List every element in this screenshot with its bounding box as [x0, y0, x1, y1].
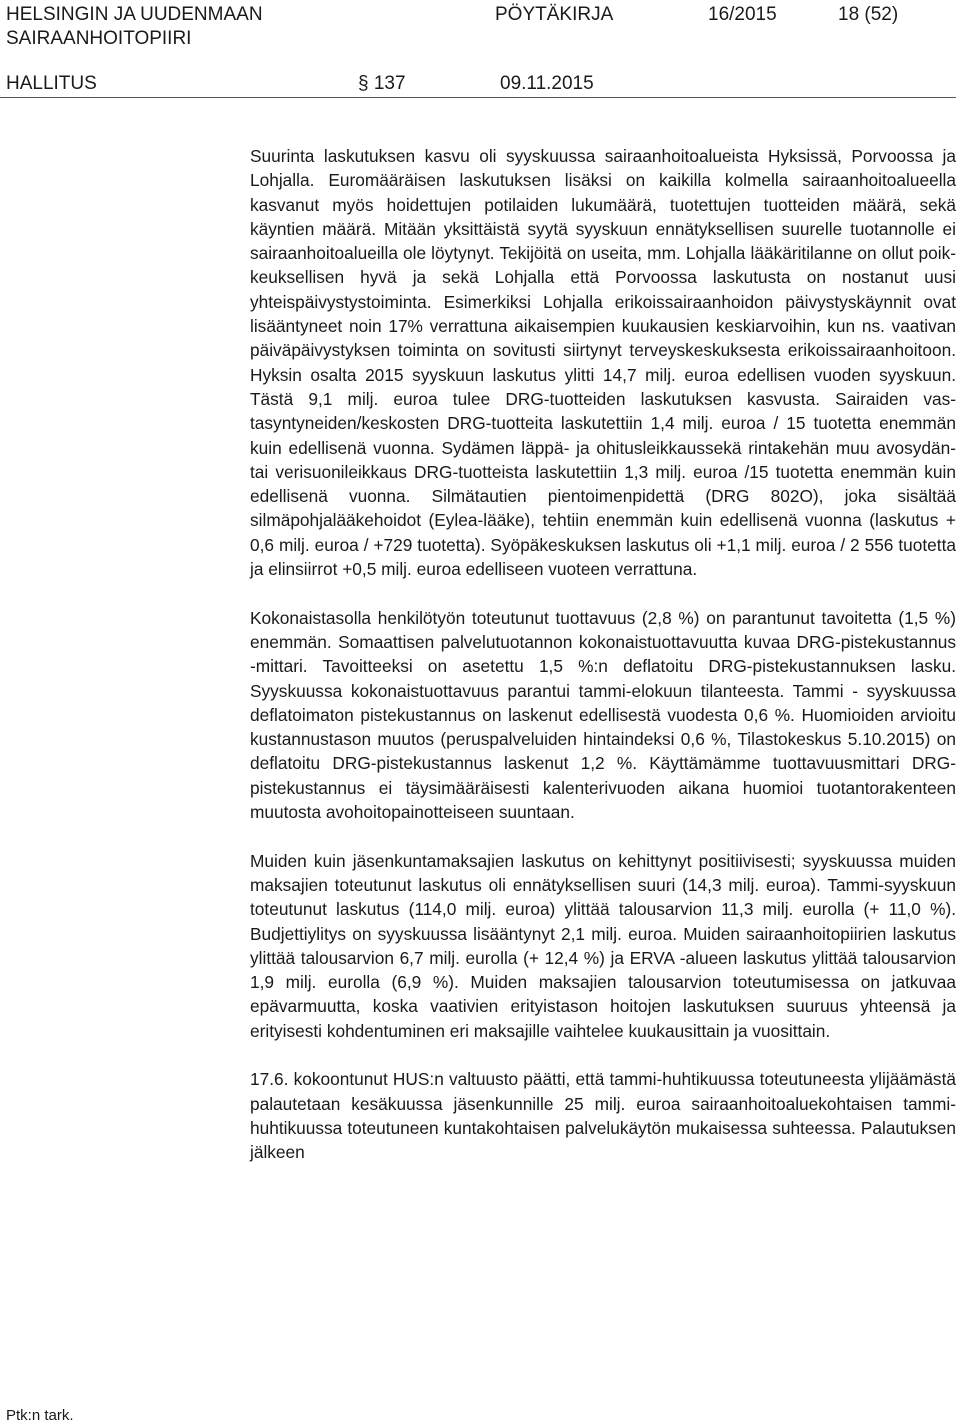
org-name-line1: HELSINGIN JA UUDENMAAN	[6, 4, 263, 25]
paragraph-productivity: Kokonaistasolla henkilötyön toteutunut tuottavuus (2,8 %) on parantunut tavoitetta (1,5 %) enemmän. Somaattisen palvelutuotannon kokonaistuottavuutta kuvaa DRG-pistekustannus -mittari. Tavoitteeksi on asetettu 1,5 %:n deflatoitu DRG-pistekustannuksen lasku. Syyskuussa kokonaistuottavuus parantui tammi-elokuun tilanteesta. Tammi - syyskuussa deflatoimaton pistekustannus on laskenut edellisestä vuodesta 0,6 %. Huomioiden arvioitu kustannustason muutos (peruspalveluiden hintaindeksi 0,6 %, Tilastokeskus 5.10.2015) on deflatoitu DRG-pistekustannus laskenut 1,2 %. Käyttämämme tuottavuusmittari DRG-pistekustannus ei täysimääräisesti kalenterivuoden aikana huomioi tuotantorakenteen muutosta avohoitopainotteiseen suuntaan.	[250, 607, 956, 823]
org-name-line2: SAIRAANHOITOPIIRI	[6, 28, 192, 49]
header-divider	[0, 97, 956, 98]
paragraph-council-decision: 17.6. kokoontunut HUS:n valtuusto päätti, että tammi-huhtikuussa toteutuneesta ylijäämästä palautetaan kesäkuussa jäsenkunnille 25 milj. euroa sairaanhoitoaluekohtaisen tammi-huhtikuussa toteutuneen kuntakohtaisen palvelukäytön mukaisessa suhteessa. Palautuksen jälkeen	[250, 1069, 956, 1163]
document-body	[250, 144, 956, 1189]
document-type: PÖYTÄKIRJA	[495, 4, 614, 25]
footer-checker-note: Ptk:n tark.	[6, 1407, 74, 1424]
governing-body: HALLITUS	[6, 73, 97, 94]
section-number: 137	[373, 73, 406, 94]
section-mark: § 137	[358, 73, 406, 94]
paragraph-other-payers: Muiden kuin jäsenkuntamaksajien laskutus on kehittynyt positiivisesti; syyskuussa muiden maksajien toteutunut laskutus oli ennätyksellisen suuri (14,3 milj. euroa). Tammi-syyskuun toteutunut laskutus (114,0 milj. euroa) ylittää talousarvion 11,3 milj. eurolla (+ 11,0 %). Budjettiylitys on syyskuussa lisääntynyt 2,1 milj. euroa. Muiden sairaanhoitopiirien laskutus ylittää talousarvion 6,7 milj. eurolla (+ 12,4 %) ja ERVA -alueen laskutus ylittää talousarvion 1,9 milj. eurolla (6,9 %). Muiden maksajien talousarvion toteutumisessa on jatkuvaa epävarmuutta, koska vaativien erityistason hoitojen laskutuksen suuruus yhteensä ja erityisesti kohdentuminen eri maksajille vaihtelee kuukausittain ja vuosittain.	[250, 850, 956, 1041]
meeting-date: 09.11.2015	[500, 73, 594, 94]
document-number: 16/2015	[708, 4, 777, 25]
page-number: 18 (52)	[838, 4, 899, 25]
paragraph-billing-growth: Suurinta laskutuksen kasvu oli syyskuussa sairaanhoitoalueista Hyksissä, Porvoossa ja Lohjalla. Euromääräisen laskutuksen lisäksi on kaikilla kolmella sairaanhoitoalueella kasvanut myös hoidettujen potilaiden lukumäärä, tuotettujen tuotteiden määrä, sekä käyntien määrä. Mitään yksittäistä syytä syyskuun ennätyksellisen suurelle tuotannolle ei sairaanhoitoalueilla ole löytynyt. Tekijöitä on useita, mm. Lohjalla lääkäritilanne on ollut poikkeuksellisen hyvä ja sekä Lohjalla että Porvoossa laskutusta on nostanut uusi yhteispäivystystoiminta. Esimerkiksi Lohjalla erikoissairaanhoidon päivystyskäynnit ovat lisääntyneet noin 17% verrattuna aikaisempien kuukausien keskiarvoihin, kun ns. vaativan päiväpäivystyksen toiminta on sovitusti siirtynyt terveyskeskuksesta erikoissairaanhoitoon. Hyksin osalta 2015 syyskuun laskutus ylitti 14,7 milj. euroa edellisen vuoden syyskuun. Tästä 9,1 milj. euroa tulee DRG-tuotteiden laskutuksen kasvusta. Sairaiden vastasyntyneiden/keskosten DRG-tuotteita laskutettiin 1,4 milj. euroa / 15 tuotetta enemmän kuin edellisenä vuonna. Sydämen läppä- ja ohitusleikkaussekä rintakehän muu avosydän- tai verisuonileikkaus DRG-tuotteista laskutettiin 1,3 milj. euroa /15 tuotetta enemmän kuin edellisenä vuonna. Silmätautien pientoimenpidettä (DRG 802O), joka sisältää silmäpohjalääkehoidot (Eylea-lääke), tehtiin enemmän kuin edellisenä vuonna (laskutus + 0,6 milj. euroa / +729 tuotetta). Syöpäkeskuksen laskutus oli +1,1 milj. euroa / 2 556 tuotetta ja elinsiirrot +0,5 milj. euroa edelliseen vuoteen verrattuna.	[250, 146, 956, 580]
